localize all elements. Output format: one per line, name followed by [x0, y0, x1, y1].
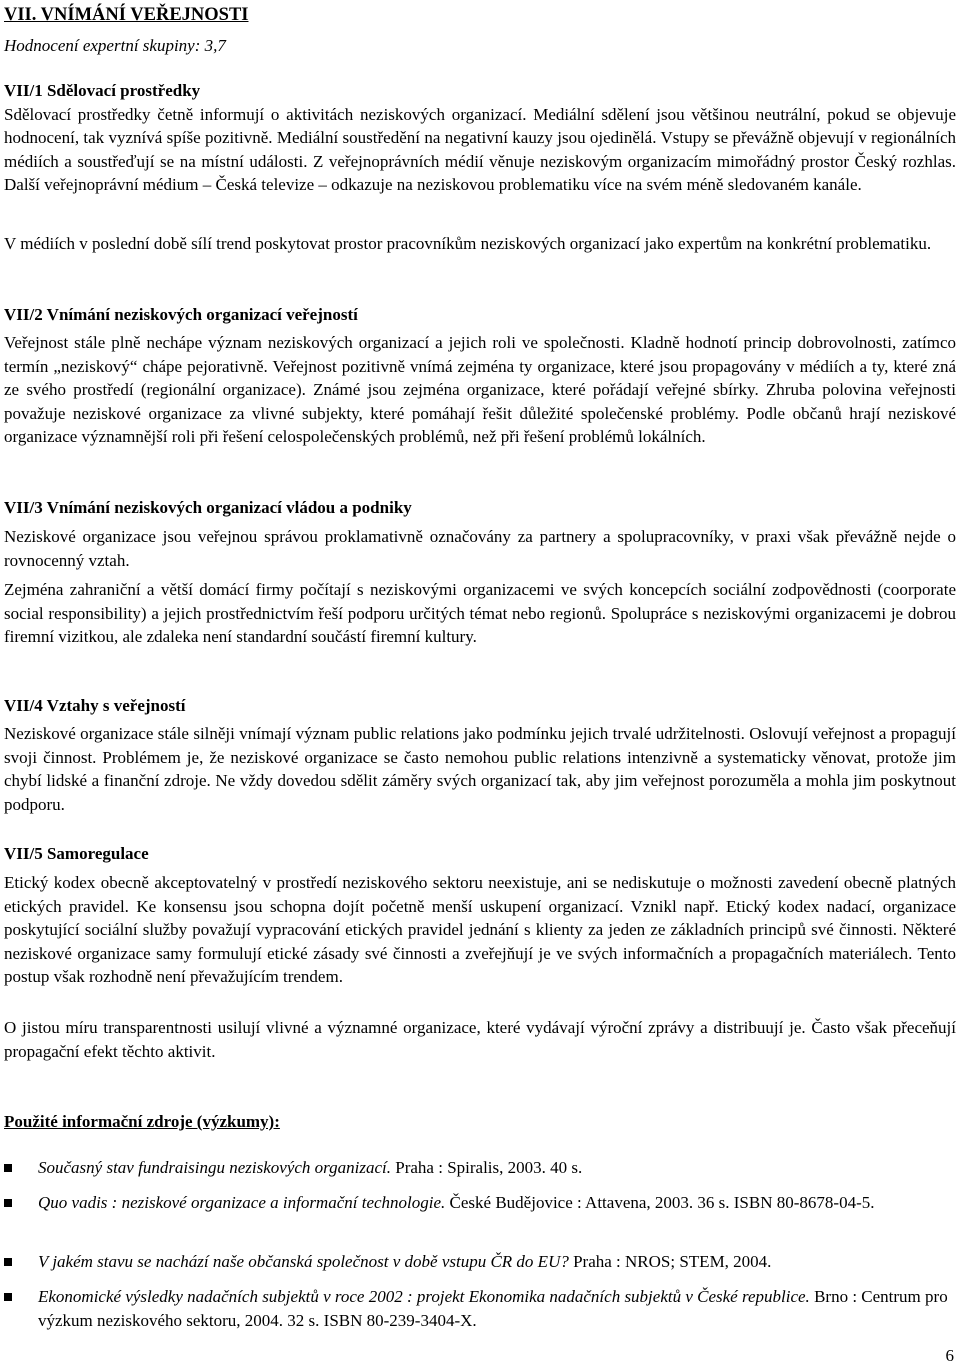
section-government-business-text	[4, 525, 956, 572]
square-bullet-icon	[4, 1258, 12, 1266]
section-self-regulation	[4, 842, 956, 866]
section-self-regulation-text2	[4, 1016, 956, 1063]
sources-title: Použité informační zdroje (výzkumy):	[4, 1112, 280, 1131]
section-public-perception	[4, 303, 956, 327]
paragraph: Sdělovací prostředky četně informují o aktivitách neziskových organizací. Mediální sdělení jsou většinou neutrální, pokud se objevuje hodnocení, tak vyznívá spíše pozitivně. Mediální soustředění na negativní kauzy jsou ojedinělá. Vstupy se převážně objevují v regionálních médiích a soustřeďují se na místní události. Z veřejnoprávních médií věnuje neziskovým organizacím mimořádný prostor Český rozhlas. Další veřejnoprávní médium – Česká televize – odkazuje na neziskovou problematiku více na svém méně sledovaném kanále.	[4, 104, 956, 194]
expert-rating: Hodnocení expertní skupiny: 3,7	[4, 36, 226, 55]
source-title: Quo vadis : neziskové organizace a informační technologie.	[38, 1193, 446, 1212]
paragraph: Neziskové organizace jsou veřejnou správou proklamativně označovány za partnery a spolupracovníky, v praxi však převážně nejde o rovnocenný vztah.	[4, 527, 956, 570]
section-self-regulation-text	[4, 871, 956, 989]
source-title: Ekonomické výsledky nadačních subjektů v roce 2002 : projekt Ekonomika nadačních subjektů v České republice.	[38, 1287, 810, 1306]
source-details: Brno : Centrum pro výzkum neziskového sektoru, 2004. 32 s. ISBN 80-239-3404-X.	[38, 1287, 948, 1330]
page-number: 6	[945, 1346, 954, 1365]
chapter-title: VII. VNÍMÁNÍ VEŘEJNOSTI	[4, 5, 249, 25]
paragraph: V médiích v poslední době sílí trend poskytovat prostor pracovníkům neziskových organizací jako expertům na konkrétní problematiku.	[4, 234, 932, 253]
source-title: Současný stav fundraisingu neziskových organizací.	[38, 1158, 392, 1177]
section-heading: VII/5 Samoregulace	[4, 844, 149, 863]
sources-list	[4, 1285, 956, 1332]
source-details: Praha : Spiralis, 2003. 40 s.	[391, 1158, 583, 1177]
section-public-relations	[4, 694, 956, 718]
paragraph: Etický kodex obecně akceptovatelný v prostředí neziskového sektoru neexistuje, ani se nediskutuje o možnosti zavedení obecně platných etických pravidel. Ke konsensu jsou schopna dojít početně menší uskupení organizací. Vznikl např. Etický kodex nadací, organizace poskytující sociální služby považují vypracování etických pravidel jednání s klienty za jeden ze základních principů své činnosti. Některé neziskové organizace samy formulují etické zásady své činnosti a zveřejňují je ve svých informačních a propagačních materiálech. Tento postup však rozhodně není převažujícím trendem.	[4, 873, 956, 986]
source-item	[4, 1191, 956, 1215]
section-heading: VII/4 Vztahy s veřejností	[4, 696, 186, 715]
sources-list	[4, 1156, 956, 1180]
section-public-perception-text	[4, 331, 956, 449]
section-heading: VII/3 Vnímání neziskových organizací vládou a podniky	[4, 498, 412, 517]
section-media	[4, 79, 956, 197]
source-item	[4, 1285, 956, 1332]
square-bullet-icon	[4, 1293, 12, 1301]
section-public-relations-text	[4, 722, 956, 816]
square-bullet-icon	[4, 1164, 12, 1172]
square-bullet-icon	[4, 1199, 12, 1207]
section-government-business-text2	[4, 578, 956, 649]
source-item	[4, 1156, 956, 1180]
section-government-business	[4, 496, 956, 520]
paragraph: Neziskové organizace stále silněji vnímají význam public relations jako podmínku jejich trvalé udržitelnosti. Oslovují veřejnost a propagují svoji činnost. Problémem je, že neziskové organizace se často nemohou public relations intenzivně a systematicky věnovat, protože jim chybí lidské a finanční zdroje. Ne vždy dovedou sdělit záměry svých organizací tak, aby jim veřejnost porozuměla a mohla jim poskytnout podporu.	[4, 724, 956, 814]
section-heading: VII/1 Sdělovací prostředky	[4, 81, 201, 100]
sources-section	[4, 1110, 956, 1134]
source-title: V jakém stavu se nachází naše občanská společnost v době vstupu ČR do EU?	[38, 1252, 569, 1271]
sources-list	[4, 1250, 956, 1274]
paragraph: O jistou míru transparentnosti usilují vlivné a významné organizace, které vydávají výroční zprávy a distribuují je. Často však přeceňují propagační efekt těchto aktivit.	[4, 1018, 956, 1061]
paragraph: Veřejnost stále plně nechápe význam neziskových organizací a jejich roli ve společnosti. Kladně hodnotí princip dobrovolnosti, zatímco termín „neziskový“ chápe pejorativně. Veřejnost pozitivně vnímá zejména ty organizace, které jsou propagovány v médiích a ty, které zná ze svého prostředí (regionální organizace). Známé jsou zejména organizace, které pořádají veřejné sbírky. Zhruba polovina veřejnosti považuje neziskové organizace za vlivné subjekty, které pomáhají řešit důležité společenské problémy. Podle občanů hrají neziskové organizace významnější roli při řešení celospolečenských problémů, než při řešení problémů lokálních.	[4, 333, 956, 446]
paragraph: Zejména zahraniční a větší domácí firmy počítají s neziskovými organizacemi ve svých koncepcích sociální zodpovědnosti (coorporate social responsibility) a jejich prostřednictvím řeší podporu určitých témat nebo regionů. Spolupráce s neziskovými organizacemi je dobrou firemní vizitkou, ale zdaleka není standardní součástí firemní kultury.	[4, 580, 956, 646]
source-details: Praha : NROS; STEM, 2004.	[568, 1252, 772, 1271]
section-media-continued	[4, 232, 956, 256]
section-heading: VII/2 Vnímání neziskových organizací veřejností	[4, 305, 358, 324]
sources-list	[4, 1191, 956, 1215]
source-details: České Budějovice : Attavena, 2003. 36 s. ISBN 80-8678-04-5.	[445, 1193, 875, 1212]
source-item	[4, 1250, 956, 1274]
